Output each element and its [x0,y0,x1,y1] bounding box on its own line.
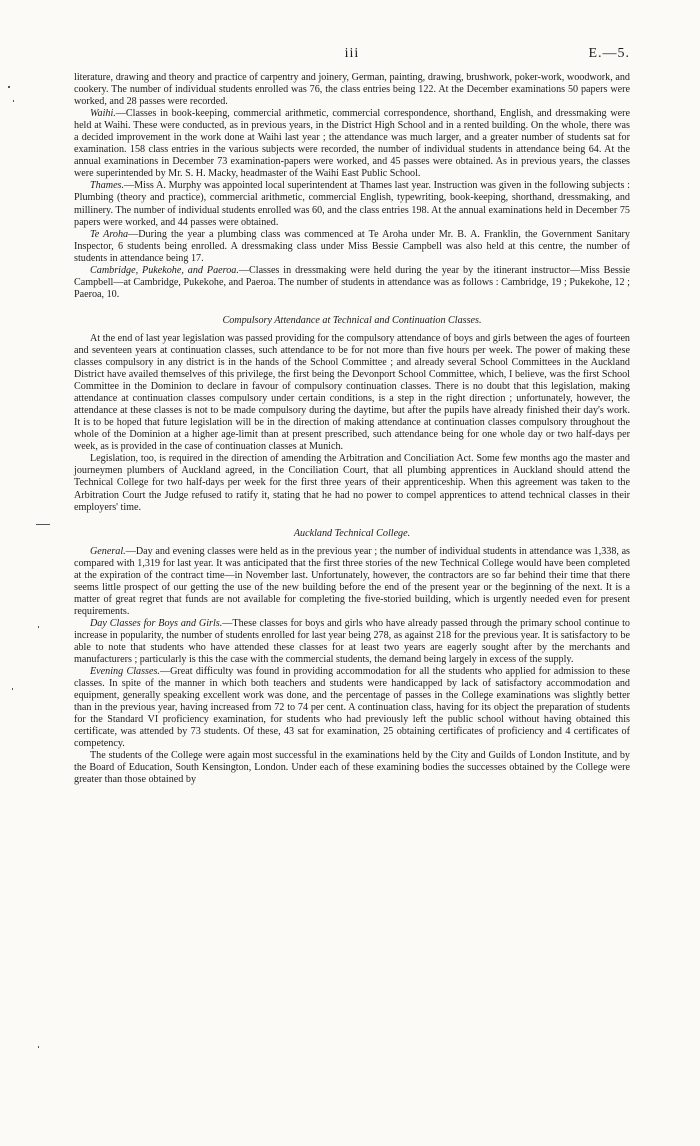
margin-mark [36,524,50,525]
paragraph [74,333,630,453]
paragraph-text: —Classes in dressmaking were held during the year by the itinerant instructor—Miss Bessie Campbell—at Cambridge, Pukekohe, and Paeroa. The number of students in attendance was as follows : Cambridge, 19 ; Pukekohe, 12 ; Paeroa, 10. [74,264,631,300]
paragraph-text: literature, drawing and theory and practice of carpentry and joinery, German, painting, drawing, brushwork, poker-work, woodwork, and cookery. The number of individual students enrolled was 76, the class entries being 122. At the December examinations 50 papers were worked, and 28 passes were recorded. [74,72,630,108]
paragraph-cambridge [74,265,630,301]
paragraph-day-classes [74,618,630,666]
paragraph-heading: Day Classes for Boys and Girls. [90,617,223,629]
paragraph-text: —Day and evening classes were held as in the previous year ; the number of individual students in attendance was 1,338, as compared with 1,319 for last year. It was anticipated that the first three stories of the new Technical College would have been completed at the expiration of the contract time—in November last. Unfortunately, however, the contractors are so far behind their time that there seems little prospect of our getting the use of the new building before the end of the present year or the beginning of the next. It is a matter of great regret that funds are not available for completing the five-storied building, which is urgently needed even for present requirements. [74,545,630,617]
paragraph-waihi [74,108,630,180]
paragraph-heading: Thames. [90,180,125,192]
margin-mark [38,1046,39,1048]
paragraph-text: —Great difficulty was found in providing accommodation for all the students who applied for admission to these classes. In spite of the manner in which both teachers and students were handicapped by lack of satisfactory accommodation and equipment, generally speaking excellent work was done, and the percentage of passes in the College examinations was slightly better than in the previous year, having increased from 72 to 74 per cent. A continuation class, having for its object the preparation of students for the Standard VI proficiency examination, for students who had previously left the public school without having obtained this certificate, was attended by 73 students. Of these, 43 sat for examination, 25 obtaining certificates of proficiency and 4 certificates of competency. [74,666,631,750]
margin-mark [12,688,13,690]
paragraph-evening-classes [74,666,630,750]
section-heading-compulsory-attendance: Compulsory Attendance at Technical and Continuation Classes. [222,314,482,326]
paragraph-general [74,546,630,618]
paragraph [74,72,630,108]
paragraph-heading: Evening Classes. [90,666,160,678]
margin-mark [8,86,10,88]
paragraph-text: Legislation, too, is required in the direction of amending the Arbitration and Conciliation Act. Some few months ago the master and journeymen plumbers of Auckland agreed, in the Conciliation Court, that all plumbing apprentices in Auckland should attend the Technical College for two half-days per week for the first three years of their apprenticeship. When this agreement was taken to the Arbitration Court the Judge refused to ratify it, stating that he had no power to compel apprentices to attend technical classes in their employers' time. [74,453,630,513]
paragraph-text: —Miss A. Murphy was appointed local superintendent at Thames last year. Instruction was given in the following subjects : Plumbing (theory and practice), commercial arithmetic, commercial English, typewriting, book-keeping, shorthand, dressmaking, and millinery. The number of individual students enrolled was 60, and the class entries 198. At the annual examinations held in December 75 papers were worked, and 44 passes were obtained. [74,180,630,228]
paragraph-heading: Te Aroha [90,228,129,240]
page-header [74,46,630,72]
paragraph-text: —These classes for boys and girls who have already passed through the primary school continue to increase in popularity, the number of students enrolled for last year being 278, as against 218 for the previous year. It is satisfactory to be able to note that students who have attended these classes for at least two years are eagerly sought after by the merchants and manufacturers ; particularly is this the case with the commercial students, the demand being largely in excess of the supply. [74,617,630,666]
document-reference: E.—5. [588,46,630,61]
paragraph-text: At the end of last year legislation was passed providing for the compulsory attendance of boys and girls between the ages of fourteen and seventeen years at continuation classes, such attendance to be for not more than five hours per week. The power of making these classes compulsory in any district is in the hands of the School Committee ; and already several School Committees in the Auckland District have availed themselves of this privilege, the first being the Devonport School Committee, which, I believe, was the first School Committee in the Dominion to declare in favour of compulsory continuation classes. There is no doubt that this legislation, making attendance at continuation classes compulsory under certain conditions, is a step in the right direction ; unfortunately, however, the attendance at these classes is not to be made compulsory during the daytime, but after the pupils have already finished their day's work. It is to be hoped that future legislation will be in the direction of making attendance at continuation classes compulsory throughout the whole of the Dominion at a higher age-limit than at present prescribed, such attendance being for one whole day or two half-days per week, as is provided in the case of continuation classes at Munich. [74,332,630,453]
paragraph-text: —During the year a plumbing class was commenced at Te Aroha under Mr. B. A. Franklin, the Government Sanitary Inspector, 6 students being enrolled. A dressmaking class under Miss Bessie Campbell was also held at this centre, the number of students in attendance being 17. [74,228,630,264]
document-page [74,46,630,787]
paragraph-heading: General. [90,545,126,557]
margin-mark [38,626,39,628]
paragraph-thames [74,180,630,228]
page-number: iii [344,46,360,61]
paragraph-text: The students of the College were again most successful in the examinations held by the City and Guilds of London Institute, and by the Board of Education, South Kensington, London. Under each of these examining bodies the successes obtained by the College were greater than those obtained by [74,750,630,786]
paragraph [74,453,630,513]
section-heading-technical-college: Auckland Technical College. [293,527,411,539]
paragraph-heading: Waihi. [90,108,116,120]
paragraph-heading: Cambridge, Pukekohe, and Paeroa. [90,264,239,276]
paragraph-te-aroha [74,229,630,265]
paragraph-text: —Classes in book-keeping, commercial arithmetic, commercial correspondence, shorthand, English, and dressmaking were held at Waihi. These were conducted, as in previous years, in the District High School and in a rented building. On the whole, there was a decided improvement in the work done at Waihi last year ; the attendance was much larger, and a greater number of students sat for examination. 158 class entries in the various subjects were recorded, the number of individual students in attendance being 64. At the annual examinations in December 73 examination-papers were worked, and 45 passes were obtained. As in previous years, the classes were superintended by Mr. S. H. Macky, headmaster of the Waihi East Public School. [74,108,630,180]
margin-mark [13,100,14,102]
paragraph [74,750,630,786]
